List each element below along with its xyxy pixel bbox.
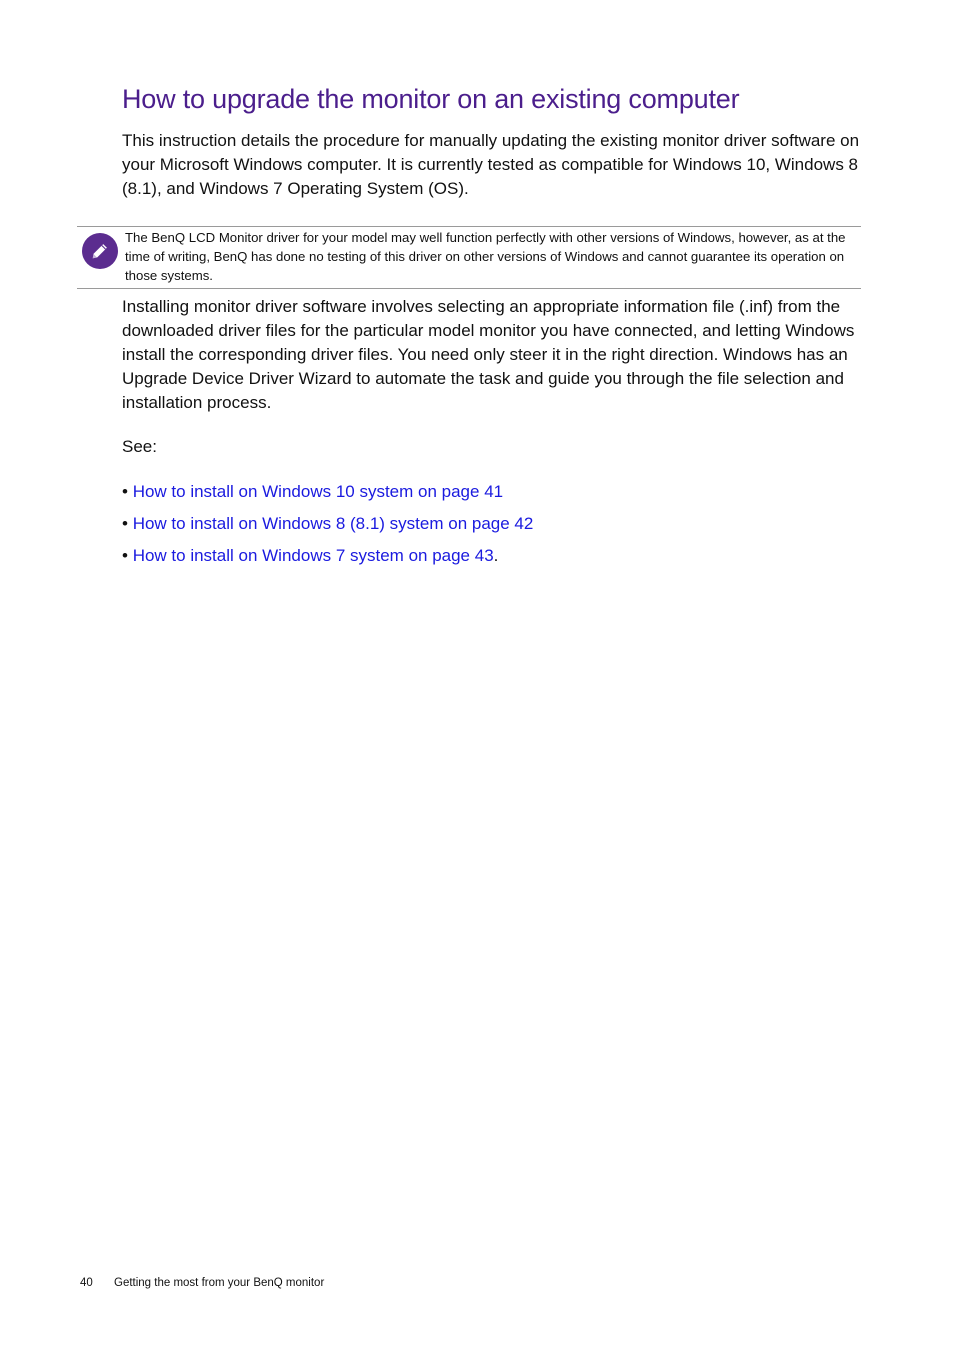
intro-paragraph: This instruction details the procedure for manually updating the existing monitor driver software on your Microsoft Windows computer. It is currently tested as compatible for Windows 10, Windows 8 (8.1), and Windows 7 Operating System (OS). [122,131,860,198]
link-windows-7[interactable]: How to install on Windows 7 system on page 43 [132,546,494,565]
list-item [122,480,533,504]
pencil-glyph [89,240,111,262]
page-number: 40 [80,1277,93,1289]
link-windows-8[interactable]: How to install on Windows 8 (8.1) system on page 42 [132,514,534,533]
list-item [122,544,533,568]
page-footer [80,1277,324,1289]
see-label: See: [122,437,157,456]
note-text: The BenQ LCD Monitor driver for your model may well function perfectly with other versions of Windows, however, as at the time of writing, BenQ has done no testing of this driver on other versions of Windows and cannot guarantee its operation on those systems. [125,230,846,283]
pencil-icon [82,233,118,269]
install-paragraph: Installing monitor driver software involves selecting an appropriate information file (.inf) from the downloaded driver files for the particular model monitor you have connected, and letting Windows install the corresponding driver files. You need only steer it in the right direction. Windows has an Upgrade Device Driver Wizard to automate the task and guide you through the file selection and installation process. [122,297,855,412]
footer-section: Getting the most from your BenQ monitor [114,1277,325,1289]
link-list [122,480,533,576]
note-box [77,226,861,289]
bullet: • [122,546,128,565]
link-windows-10[interactable]: How to install on Windows 10 system on page 41 [132,482,504,501]
link-suffix: . [493,546,499,565]
page-title: How to upgrade the monitor on an existing computer [122,84,740,114]
bullet: • [122,482,128,501]
bullet: • [122,514,128,533]
list-item [122,512,533,536]
